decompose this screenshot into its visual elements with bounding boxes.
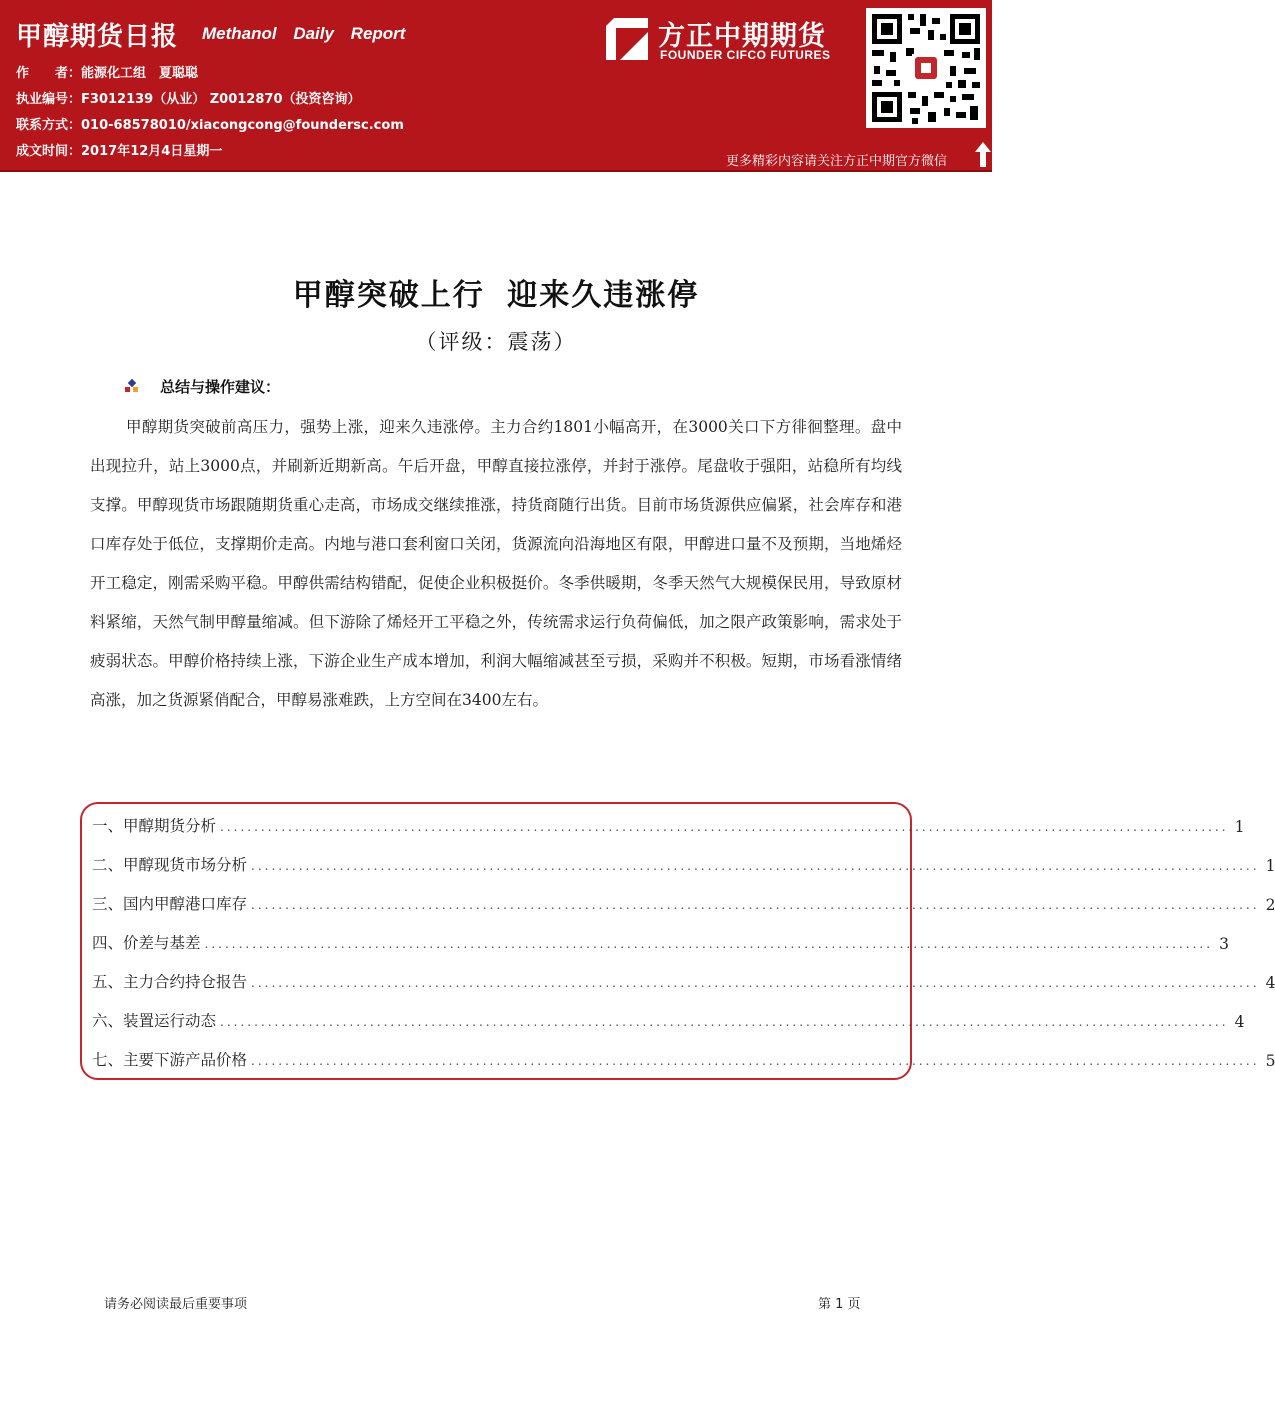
toc-leader: .................................................................................................................................................... [251,1054,1260,1068]
wechat-qr-code-icon [866,8,986,128]
table-of-contents [80,802,1275,1080]
arrow-up-icon [974,140,992,168]
author-label: 作 者： [16,66,82,81]
toc-entry-page: 1 [1234,818,1245,836]
logo-text-en: FOUNDER CIFCO FUTURES [660,48,831,62]
report-main-title: 甲醇突破上行 迎来久违涨停 [292,278,700,313]
toc-leader: .................................................................................................................................................... [220,820,1229,834]
toc-entry-page: 1 [1265,857,1275,875]
toc-entry-label: 二、甲醇现货市场分析 [92,856,248,874]
author-line [16,62,198,81]
company-logo [604,14,864,68]
contact-line [16,114,404,133]
summary-section-heading [124,376,280,397]
toc-entry[interactable] [92,1046,1275,1070]
date-label: 成文时间： [16,144,82,159]
toc-entry-label: 六、装置运行动态 [92,1012,217,1030]
contact-label: 联系方式： [16,118,82,133]
founder-logo-icon [604,16,650,62]
contact-value: 010-68578010/xiacongcong@foundersc.com [81,118,404,133]
toc-entry[interactable] [92,851,1275,875]
toc-entry-page: 2 [1265,896,1275,914]
toc-entry-page: 4 [1234,1013,1245,1031]
toc-entry-label: 三、国内甲醇港口库存 [92,895,248,913]
follow-wechat-note: 更多精彩内容请关注方正中期官方微信 [726,154,948,169]
footer-disclaimer-note: 请务必阅读最后重要事项 [104,1297,248,1312]
date-value: 2017年12月4日星期一 [81,144,223,159]
toc-entry[interactable] [92,929,1229,953]
author-value: 能源化工组 夏聪聪 [81,66,199,81]
report-title-en: Methanol Daily Report [202,24,406,43]
toc-leader: .................................................................................................................................................... [220,1015,1229,1029]
toc-leader: .................................................................................................................................................... [204,937,1214,951]
license-label: 执业编号： [16,92,82,107]
toc-leader: .................................................................................................................................................... [251,898,1260,912]
toc-entry-label: 四、价差与基差 [92,934,201,952]
toc-entry[interactable] [92,890,1275,914]
footer-page-number: 第 1 页 [818,1297,861,1312]
license-value: F3012139（从业） Z0012870（投资咨询） [81,92,361,107]
summary-paragraph: 甲醇期货突破前高压力，强势上涨，迎来久违涨停。主力合约1801小幅高开，在3000关口下方徘徊整理。盘中出现拉升，站上3000点，并刷新近期新高。午后开盘，甲醇直接拉涨停，并封于涨停。尾盘收于强阳，站稳所有均线支撑。甲醇现货市场跟随期货重心走高，市场成交继续推涨，持货商随行出货。目前市场货源供应偏紧，社会库存和港口库存处于低位，支撑期价走高。内地与港口套利窗口关闭，货源流向沿海地区有限，甲醇进口量不及预期，当地烯烃开工稳定，刚需采购平稳。甲醇供需结构错配，促使企业积极挺价。冬季供暖期，冬季天然气大规模保民用，导致原材料紧缩，天然气制甲醇量缩减。但下游除了烯烃开工平稳之外，传统需求运行负荷偏低，加之限产政策影响，需求处于疲弱状态。甲醇价格持续上涨，下游企业生产成本增加，利润大幅缩减甚至亏损，采购并不积极。短期，市场看涨情绪高涨，加之货源紧俏配合，甲醇易涨难跌，上方空间在3400左右。 [90,418,902,709]
toc-entry-label: 五、主力合约持仓报告 [92,973,248,991]
report-header [0,0,992,170]
date-line [16,140,222,159]
toc-entry-page: 3 [1219,935,1229,953]
toc-entry-label: 一、甲醇期货分析 [92,817,217,835]
report-title-zh: 甲醇期货日报 [16,22,179,52]
header-divider [0,170,992,172]
toc-entry-page: 5 [1265,1052,1275,1070]
toc-entry-page: 4 [1265,974,1275,992]
toc-entry[interactable] [92,1007,1245,1031]
summary-heading-text: 总结与操作建议： [160,378,281,396]
toc-entry-label: 七、主要下游产品价格 [92,1051,248,1069]
logo-text-zh: 方正中期期货 [658,21,826,52]
license-line [16,88,360,107]
toc-leader: .................................................................................................................................................... [251,976,1260,990]
toc-entry[interactable] [92,968,1275,992]
toc-entry[interactable] [92,812,1245,836]
report-rating: （评级：震荡） [415,330,577,354]
toc-leader: .................................................................................................................................................... [251,859,1260,873]
